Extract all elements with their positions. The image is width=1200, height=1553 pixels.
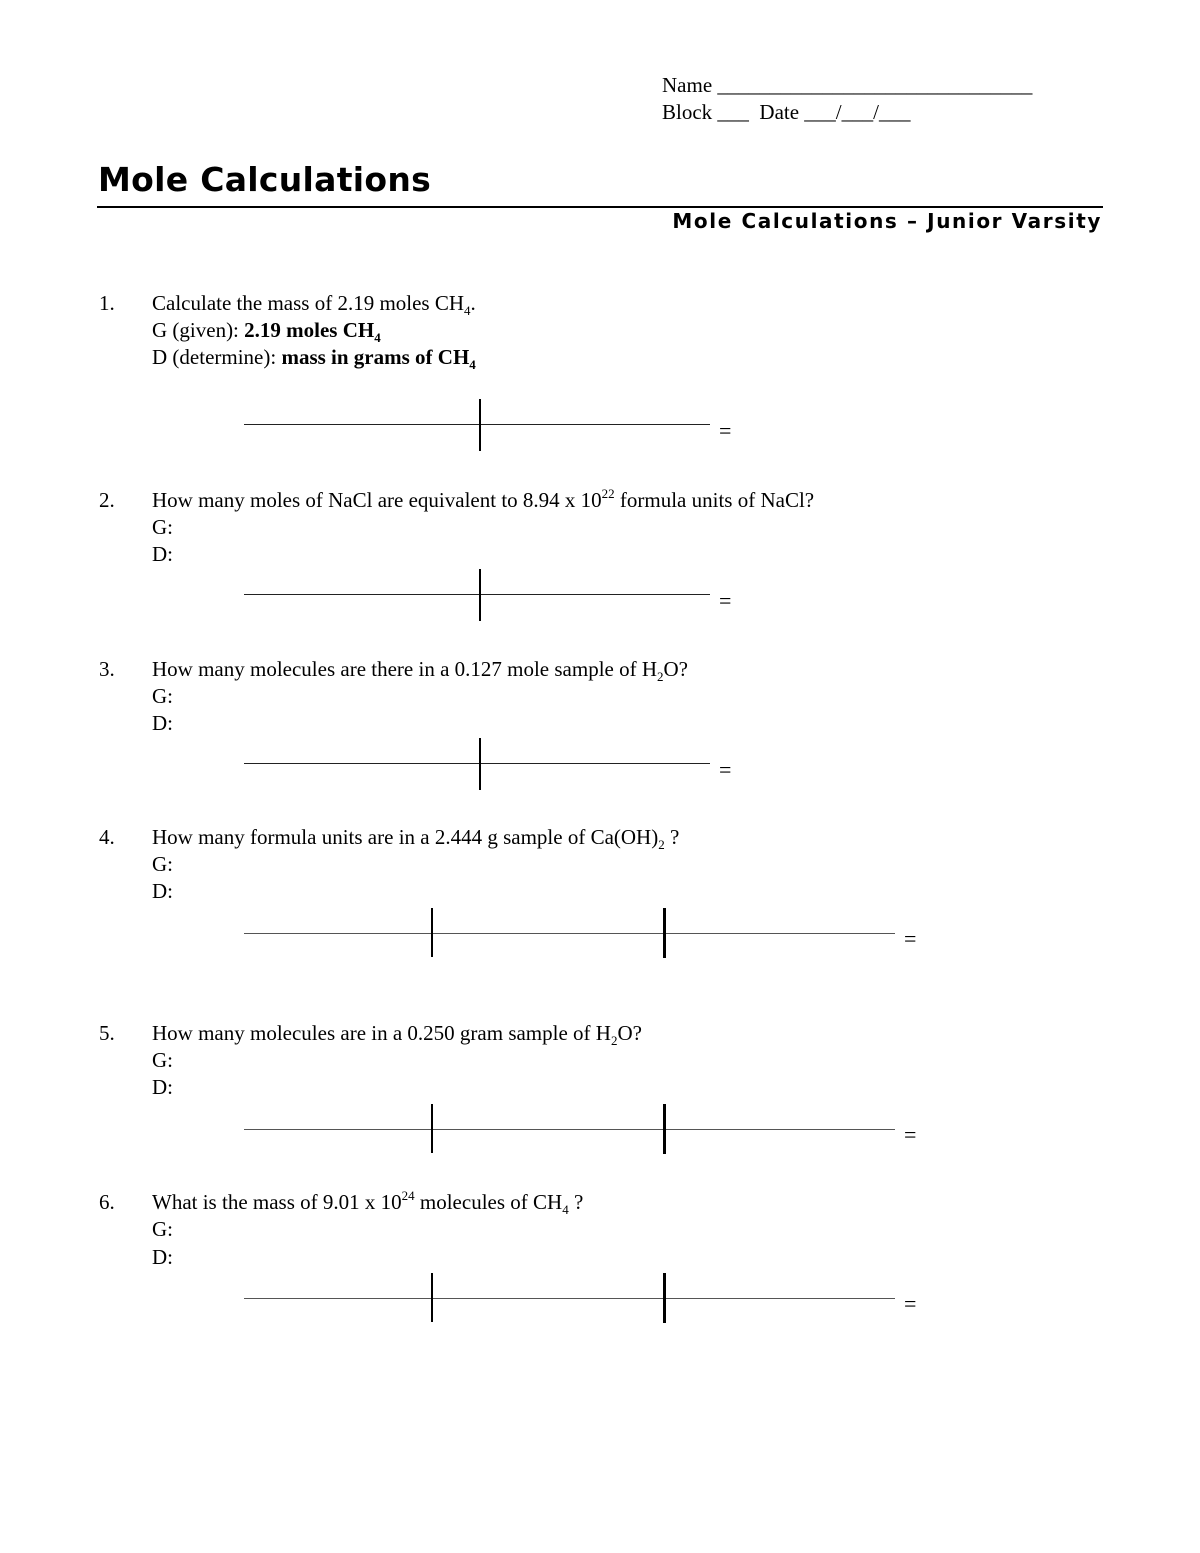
conversion-divider [431,1104,433,1153]
conversion-line [244,594,710,595]
conversion-divider [479,738,481,790]
question-number: 3. [99,657,115,681]
equals-sign: = [904,1291,917,1316]
question-text: What is the mass of 9.01 x $10^{24}$ molecules of $CH_4$ ? [152,1188,584,1217]
given-line: G (given): 2.19 moles $CH_4$ [152,318,381,345]
question-number: 6. [99,1190,115,1214]
determine-label: D: [152,1245,173,1269]
conversion-divider [479,399,481,451]
given-label: G: [152,1048,173,1072]
conversion-divider [663,908,666,958]
given-label: G: [152,1217,173,1241]
conversion-line [244,424,710,425]
equals-sign: = [904,926,917,951]
determine-value: mass in grams of CH [281,345,470,369]
conversion-divider [663,1104,666,1154]
conversion-divider [431,1273,433,1322]
question-number: 5. [99,1021,115,1045]
determine-label: D: [152,711,173,735]
conversion-line [244,1298,895,1299]
name-field[interactable]: Name ______________________________ [662,73,1033,97]
equals-sign: = [719,757,732,782]
student-info-fields [662,72,1032,126]
determine-label: D: [152,542,173,566]
given-label: G (given): [152,318,245,342]
conversion-line [244,933,895,934]
block-date-field[interactable]: Block ___ Date ___/___/___ [662,100,911,124]
page-subtitle: Mole Calculations – Junior Varsity [672,209,1102,233]
conversion-divider [663,1273,666,1323]
question-text: How many molecules are there in a 0.127 mole sample of $H_2O$? [152,657,689,684]
conversion-divider [479,569,481,621]
question-number: 1. [99,291,115,315]
given-label: G: [152,515,173,539]
question-number: 4. [99,825,115,849]
page-title: Mole Calculations [98,160,432,199]
question-text: How many molecules are in a 0.250 gram sample of $H_2O$? [152,1021,642,1048]
determine-label: D (determine): [152,345,282,369]
question-number: 2. [99,488,115,512]
conversion-divider [431,908,433,957]
given-label: G: [152,684,173,708]
question-text: How many formula units are in a 2.444 g sample of $Ca(OH)_2$ ? [152,825,680,852]
given-value: 2.19 moles CH [244,318,375,342]
title-divider [97,206,1103,208]
determine-label: D: [152,879,173,903]
question-text: How many moles of NaCl are equivalent to 8.94 x $10^{22}$ formula units of NaCl? [152,486,815,512]
equals-sign: = [719,588,732,613]
conversion-line [244,763,710,764]
equals-sign: = [719,418,732,443]
conversion-line [244,1129,895,1130]
equals-sign: = [904,1122,917,1147]
given-label: G: [152,852,173,876]
determine-label: D: [152,1075,173,1099]
question-text: Calculate the mass of 2.19 moles $CH_4$. [152,291,476,318]
determine-line: D (determine): mass in grams of $CH_4$ [152,345,476,372]
